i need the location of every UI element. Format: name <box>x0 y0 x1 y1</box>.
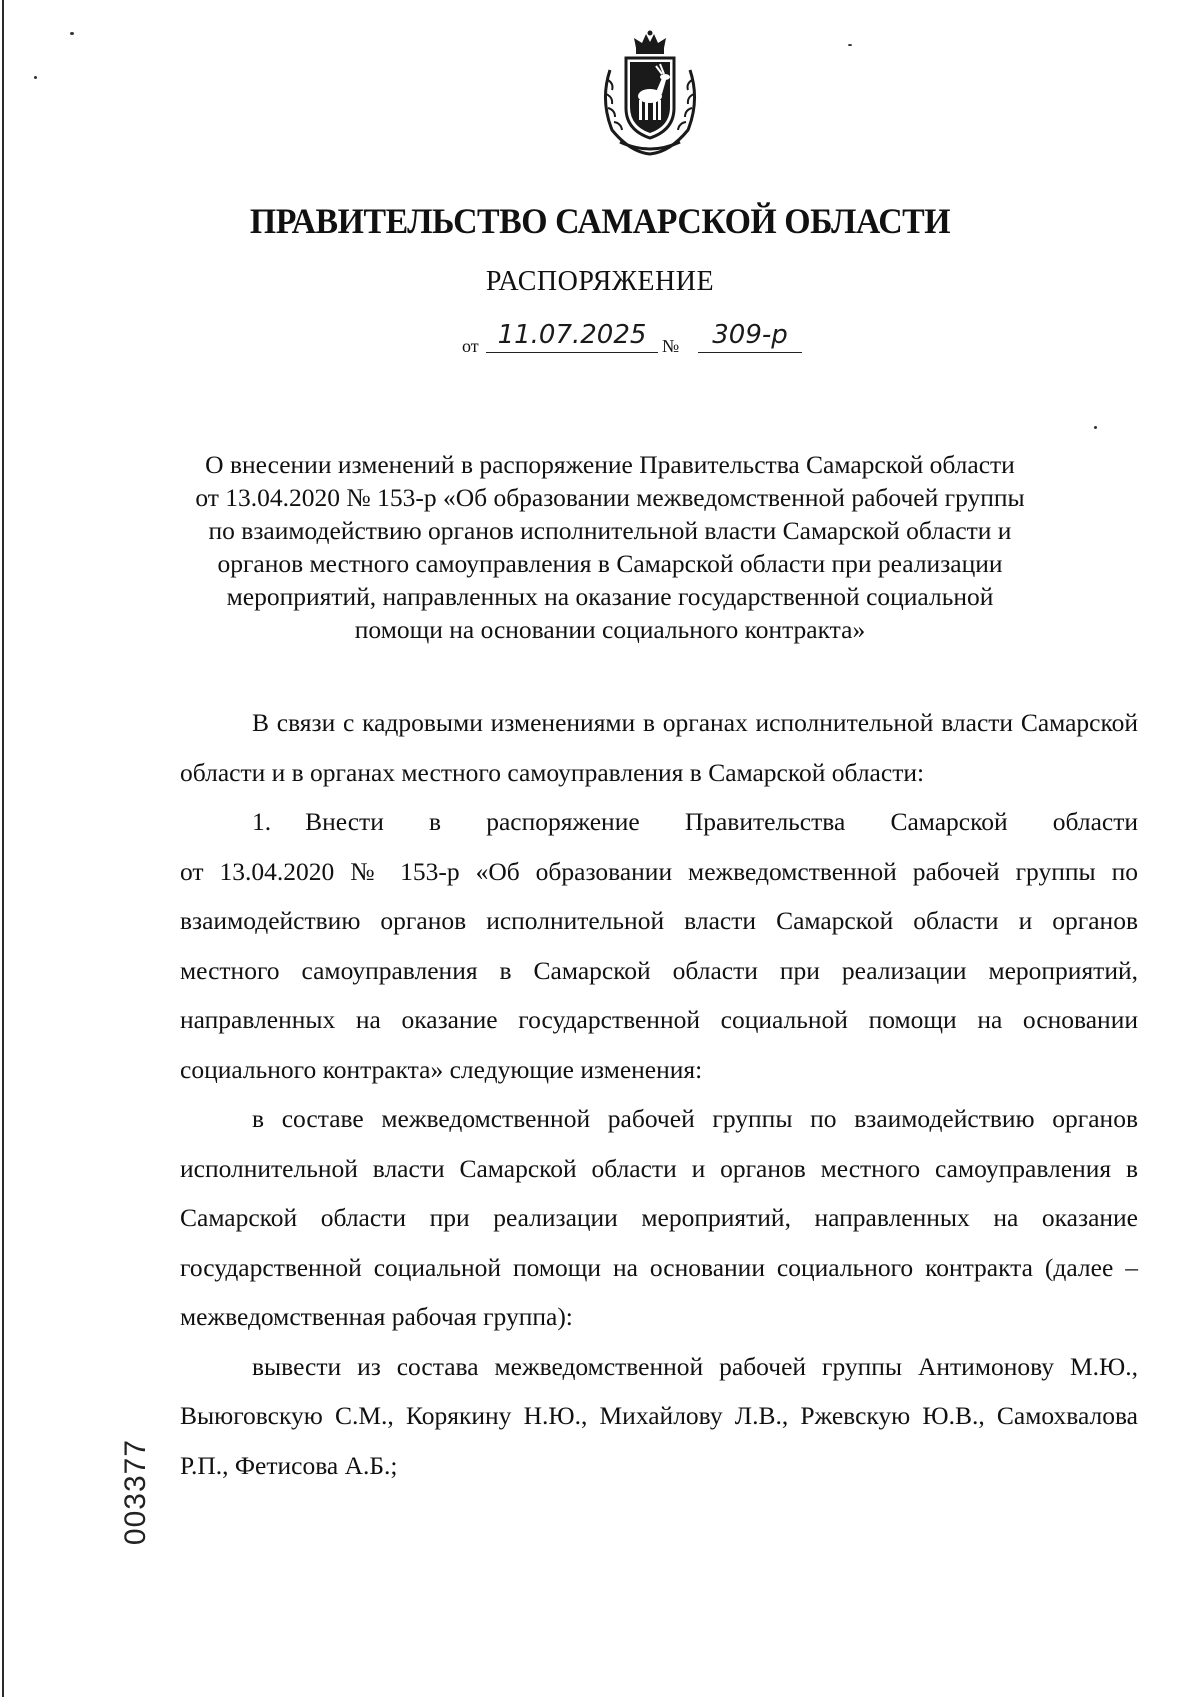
heading-line: О внесении изменений в распоряжение Правительства Самарской области <box>205 450 1015 479</box>
number-label: № <box>662 336 680 356</box>
item-1-number: 1. <box>252 807 272 836</box>
item-1-continuation: от 13.04.2020 № 153-р «Об образовании межведомственной рабочей группы по взаимодействию органов исполнительной власти Самарской области и органов местного самоуправления в Самарской области при реализации мероприятий, направленных на оказание государственной социальной помощи на основании социального контракта» следующие изменения: <box>180 856 1138 1084</box>
scan-speck <box>848 44 852 46</box>
date-prefix: от <box>462 336 479 356</box>
document-type: РАСПОРЯЖЕНИЕ <box>485 266 715 297</box>
document-heading <box>150 448 1070 646</box>
remove-members-paragraph: вывести из состава межведомственной рабочей группы Антимонову М.Ю., Выюговскую С.М., Корякину Н.Ю., Михайлову Л.В., Ржевскую Ю.В., Самохвалова Р.П., Фетисова А.Б.; <box>180 1351 1138 1480</box>
scan-speck <box>70 32 74 35</box>
scan-speck <box>1094 426 1097 429</box>
item-1-first-line-text: Внести в распоряжение Правительства Самарской области <box>305 807 1138 836</box>
stamp-number-text: 003377 <box>119 1438 152 1546</box>
government-title: ПРАВИТЕЛЬСТВО САМАРСКОЙ ОБЛАСТИ <box>249 201 951 241</box>
document-stamp-number <box>116 1435 156 1555</box>
heading-line: от 13.04.2020 № 153-р «Об образовании межведомственной рабочей группы <box>195 483 1025 512</box>
handwritten-number: 309-р <box>698 320 802 353</box>
page-left-border <box>2 0 4 1697</box>
heading-line: мероприятий, направленных на оказание государственной социальной <box>226 582 994 611</box>
scan-speck <box>34 76 37 79</box>
document-body <box>180 698 1138 1490</box>
heading-line: помощи на основании социального контракта» <box>354 615 866 644</box>
coat-of-arms-emblem <box>590 30 710 158</box>
composition-paragraph: в составе межведомственной рабочей группы по взаимодействию органов исполнительной власти Самарской области и органов местного самоуправления в Самарской области при реализации мероприятий, направленных на оказание государственной социальной помощи на основании социального контракта (далее – межведомственная рабочая группа): <box>180 1104 1138 1331</box>
intro-paragraph: В связи с кадровыми изменениями в органах исполнительной власти Самарской области и в органах местного самоуправления в Самарской области: <box>180 708 1138 787</box>
heading-line: по взаимодействию органов исполнительной власти Самарской области и <box>208 516 1012 545</box>
item-1-first-line <box>180 797 1138 847</box>
handwritten-date: 11.07.2025 <box>486 320 658 353</box>
heading-line: органов местного самоуправления в Самарской области при реализации <box>217 549 1003 578</box>
